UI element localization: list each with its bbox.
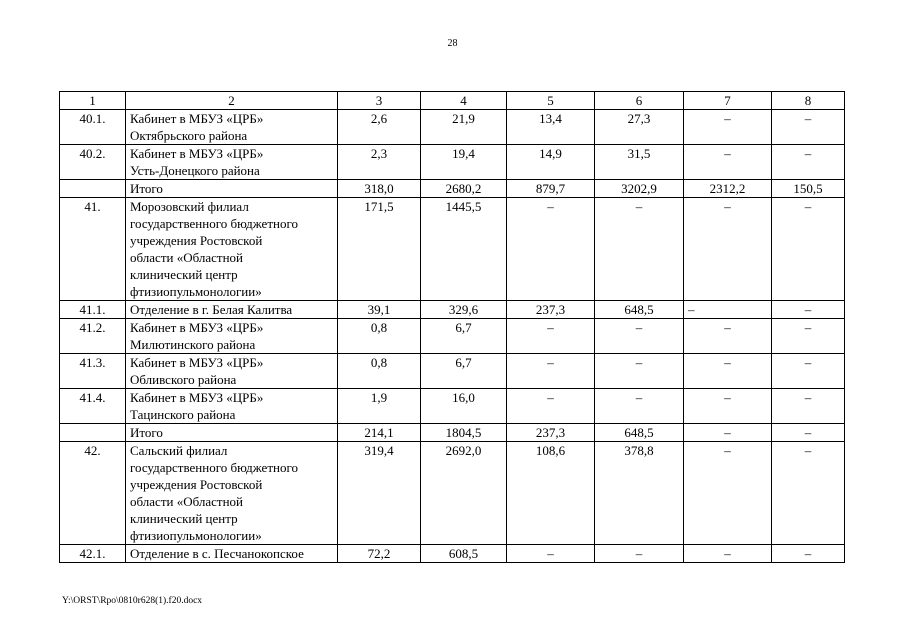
value-cell-col-3: 72,2 bbox=[338, 545, 421, 563]
value-cell-col-7: 2312,2 bbox=[684, 180, 772, 198]
value-cell-col-7: – bbox=[684, 198, 772, 301]
value-cell-col-8: – bbox=[772, 442, 845, 545]
value-cell-col-8: – bbox=[772, 145, 845, 180]
value-cell-col-4: 608,5 bbox=[421, 545, 507, 563]
data-table bbox=[59, 91, 845, 563]
column-header-8: 8 bbox=[772, 92, 845, 110]
row-number: 40.2. bbox=[60, 145, 126, 180]
row-number: 41.1. bbox=[60, 301, 126, 319]
institution-name: Кабинет в МБУЗ «ЦРБ» Обливского района bbox=[126, 354, 338, 389]
value-cell-col-6: – bbox=[595, 545, 684, 563]
institution-name: Кабинет в МБУЗ «ЦРБ» Милютинского района bbox=[126, 319, 338, 354]
table-row bbox=[60, 442, 845, 545]
value-cell-col-3: 2,6 bbox=[338, 110, 421, 145]
value-cell-col-4: 16,0 bbox=[421, 389, 507, 424]
value-cell-col-3: 171,5 bbox=[338, 198, 421, 301]
table-header-row bbox=[60, 92, 845, 110]
table-body bbox=[60, 110, 845, 563]
row-number: 41.2. bbox=[60, 319, 126, 354]
value-cell-col-5: – bbox=[507, 545, 595, 563]
value-cell-col-5: 237,3 bbox=[507, 424, 595, 442]
value-cell-col-6: 378,8 bbox=[595, 442, 684, 545]
value-cell-col-4: 19,4 bbox=[421, 145, 507, 180]
value-cell-col-7: – bbox=[684, 301, 772, 319]
table-row bbox=[60, 198, 845, 301]
value-cell-col-4: 329,6 bbox=[421, 301, 507, 319]
value-cell-col-3: 39,1 bbox=[338, 301, 421, 319]
value-cell-col-7: – bbox=[684, 110, 772, 145]
institution-name: Отделение в г. Белая Калитва bbox=[126, 301, 338, 319]
row-number: 41.4. bbox=[60, 389, 126, 424]
value-cell-col-4: 2692,0 bbox=[421, 442, 507, 545]
value-cell-col-4: 1804,5 bbox=[421, 424, 507, 442]
value-cell-col-3: 0,8 bbox=[338, 319, 421, 354]
institution-name: Сальский филиал государственного бюджетного учреждения Ростовской области «Областной клинический центр фтизиопульмонологии» bbox=[126, 442, 338, 545]
value-cell-col-5: – bbox=[507, 198, 595, 301]
value-cell-col-6: 648,5 bbox=[595, 301, 684, 319]
row-number bbox=[60, 424, 126, 442]
value-cell-col-8: – bbox=[772, 389, 845, 424]
value-cell-col-6: 27,3 bbox=[595, 110, 684, 145]
value-cell-col-5: 879,7 bbox=[507, 180, 595, 198]
value-cell-col-7: – bbox=[684, 354, 772, 389]
table-row bbox=[60, 301, 845, 319]
file-path-footer: Y:\ORST\Rpo\0810r628(1).f20.docx bbox=[62, 596, 203, 606]
value-cell-col-7: – bbox=[684, 545, 772, 563]
value-cell-col-4: 2680,2 bbox=[421, 180, 507, 198]
table-row bbox=[60, 110, 845, 145]
institution-name: Итого bbox=[126, 424, 338, 442]
value-cell-col-4: 6,7 bbox=[421, 354, 507, 389]
value-cell-col-3: 214,1 bbox=[338, 424, 421, 442]
institution-name: Кабинет в МБУЗ «ЦРБ» Октябрьского района bbox=[126, 110, 338, 145]
row-number: 42. bbox=[60, 442, 126, 545]
value-cell-col-3: 319,4 bbox=[338, 442, 421, 545]
table-row bbox=[60, 354, 845, 389]
value-cell-col-4: 6,7 bbox=[421, 319, 507, 354]
value-cell-col-5: – bbox=[507, 354, 595, 389]
value-cell-col-8: 150,5 bbox=[772, 180, 845, 198]
column-header-4: 4 bbox=[421, 92, 507, 110]
value-cell-col-7: – bbox=[684, 424, 772, 442]
row-number: 40.1. bbox=[60, 110, 126, 145]
value-cell-col-5: 108,6 bbox=[507, 442, 595, 545]
value-cell-col-7: – bbox=[684, 319, 772, 354]
table-row bbox=[60, 545, 845, 563]
table-row bbox=[60, 180, 845, 198]
value-cell-col-6: – bbox=[595, 198, 684, 301]
value-cell-col-6: – bbox=[595, 389, 684, 424]
value-cell-col-6: – bbox=[595, 354, 684, 389]
value-cell-col-8: – bbox=[772, 354, 845, 389]
value-cell-col-7: – bbox=[684, 442, 772, 545]
column-header-1: 1 bbox=[60, 92, 126, 110]
institution-name: Итого bbox=[126, 180, 338, 198]
table-row bbox=[60, 145, 845, 180]
institution-name: Кабинет в МБУЗ «ЦРБ» Усть-Донецкого района bbox=[126, 145, 338, 180]
value-cell-col-3: 0,8 bbox=[338, 354, 421, 389]
institution-name: Кабинет в МБУЗ «ЦРБ» Тацинского района bbox=[126, 389, 338, 424]
value-cell-col-8: – bbox=[772, 545, 845, 563]
row-number bbox=[60, 180, 126, 198]
value-cell-col-3: 318,0 bbox=[338, 180, 421, 198]
value-cell-col-3: 1,9 bbox=[338, 389, 421, 424]
value-cell-col-7: – bbox=[684, 145, 772, 180]
value-cell-col-6: 648,5 bbox=[595, 424, 684, 442]
value-cell-col-6: – bbox=[595, 319, 684, 354]
value-cell-col-5: – bbox=[507, 389, 595, 424]
value-cell-col-8: – bbox=[772, 198, 845, 301]
institution-name: Морозовский филиал государственного бюджетного учреждения Ростовской области «Областной клинический центр фтизиопульмонологии» bbox=[126, 198, 338, 301]
institution-name: Отделение в с. Песчанокопское bbox=[126, 545, 338, 563]
value-cell-col-5: 13,4 bbox=[507, 110, 595, 145]
row-number: 42.1. bbox=[60, 545, 126, 563]
row-number: 41. bbox=[60, 198, 126, 301]
value-cell-col-8: – bbox=[772, 424, 845, 442]
value-cell-col-6: 31,5 bbox=[595, 145, 684, 180]
value-cell-col-3: 2,3 bbox=[338, 145, 421, 180]
value-cell-col-5: 14,9 bbox=[507, 145, 595, 180]
column-header-5: 5 bbox=[507, 92, 595, 110]
value-cell-col-8: – bbox=[772, 301, 845, 319]
row-number: 41.3. bbox=[60, 354, 126, 389]
value-cell-col-8: – bbox=[772, 319, 845, 354]
column-header-3: 3 bbox=[338, 92, 421, 110]
column-header-7: 7 bbox=[684, 92, 772, 110]
value-cell-col-8: – bbox=[772, 110, 845, 145]
value-cell-col-4: 21,9 bbox=[421, 110, 507, 145]
column-header-2: 2 bbox=[126, 92, 338, 110]
table-row bbox=[60, 389, 845, 424]
table-row bbox=[60, 424, 845, 442]
page-number: 28 bbox=[447, 38, 458, 49]
column-header-6: 6 bbox=[595, 92, 684, 110]
value-cell-col-5: – bbox=[507, 319, 595, 354]
value-cell-col-5: 237,3 bbox=[507, 301, 595, 319]
value-cell-col-7: – bbox=[684, 389, 772, 424]
table-row bbox=[60, 319, 845, 354]
value-cell-col-4: 1445,5 bbox=[421, 198, 507, 301]
value-cell-col-6: 3202,9 bbox=[595, 180, 684, 198]
